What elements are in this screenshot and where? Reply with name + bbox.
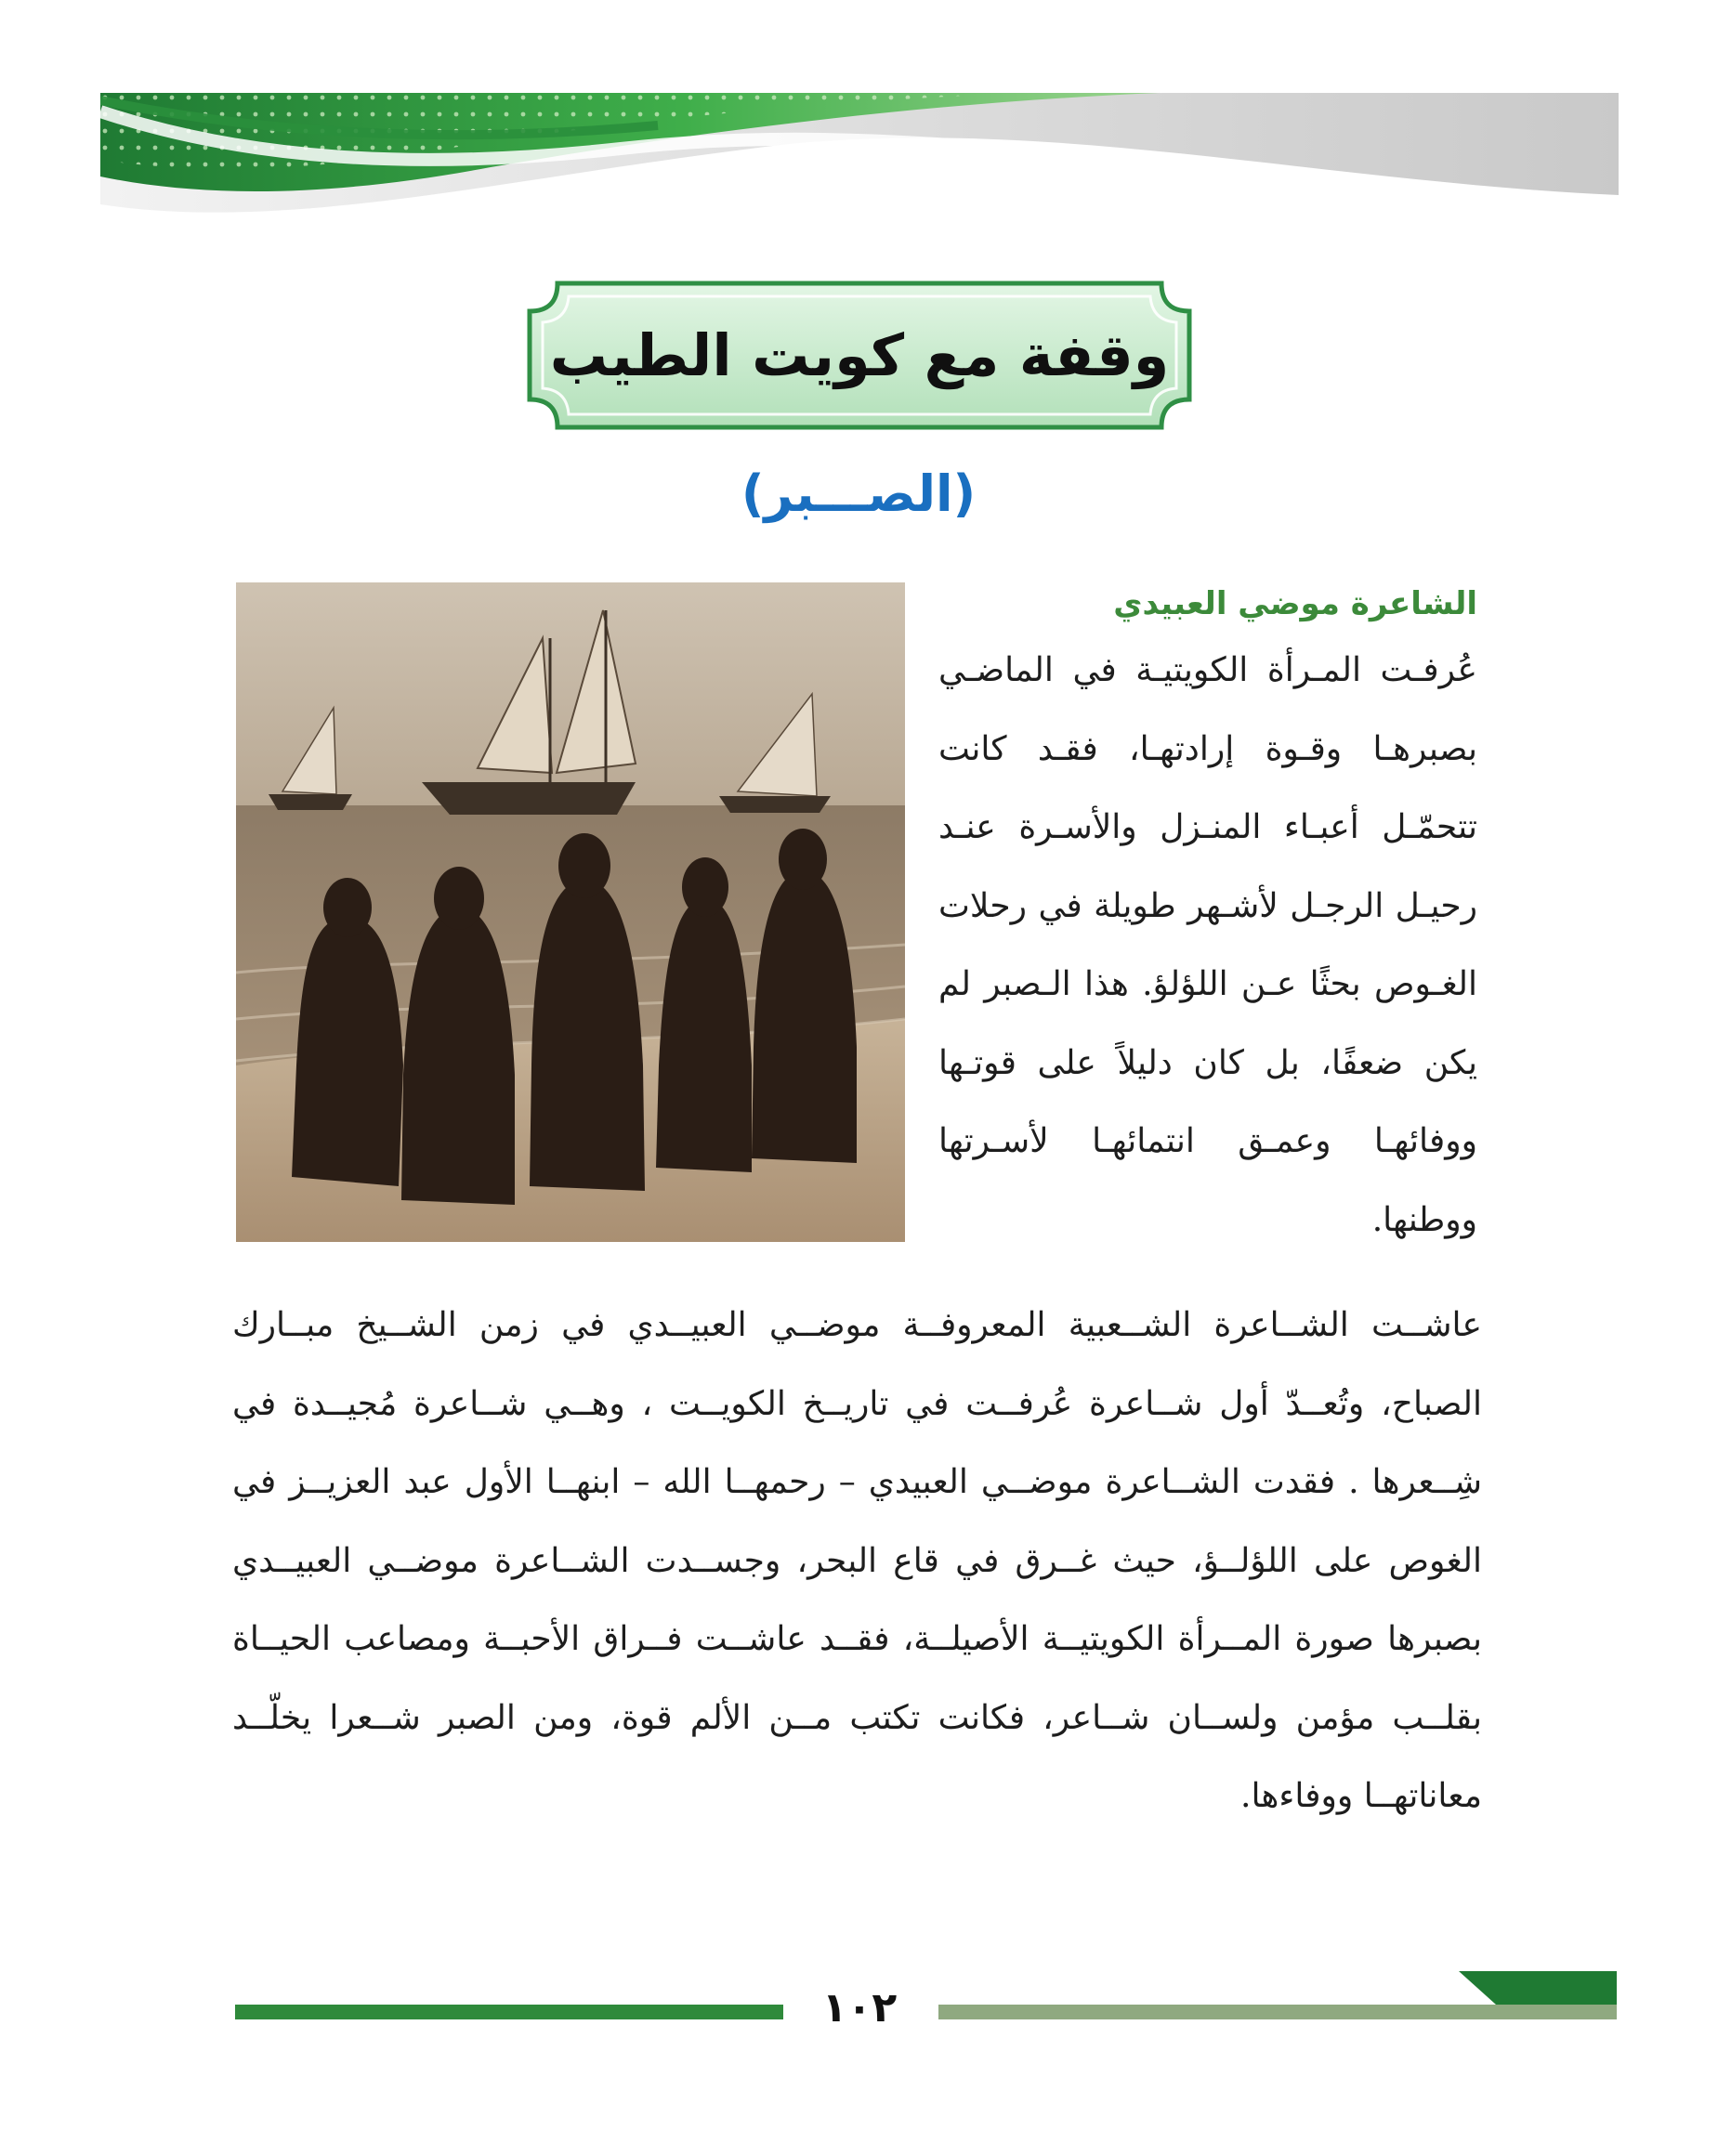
intro-section	[938, 576, 1477, 1245]
main-paragraph: عاشــت الشــاعرة الشــعبية المعروفــة موضــي العبيــدي في زمن الشــيخ مبــارك الصباح، وتُعــدّ أول شــاعرة عُرفــت في تاريــخ الكويــت ، وهــي شــاعرة مُجيــدة في شِــعرها . فقدت الشــاعرة موضــي العبيدي – رحمهــا الله – ابنهــا الأول عبد العزيــز في الغوص على اللؤلــؤ، حيث غــرق في قاع البحر، وجســدت الشــاعرة موضــي العبيــدي بصبرها صورة المــرأة الكويتيــة الأصيلــة، فقــد عاشــت فــراق الأحبــة ومصاعب الحيــاة بقلــب مؤمن ولســان شــاعر، فكانت تكتب مــن الألم قوة، ومن الصبر شــعرا يخلّــد معاناتهــا ووفاءها.	[232, 1306, 1482, 1815]
section-subtitle: (الصـــبر)	[741, 464, 977, 523]
title-frame	[520, 274, 1199, 437]
footer-bar-left	[235, 2005, 783, 2019]
header-wave-band	[100, 93, 1619, 232]
poet-name-heading: الشاعرة موضي العبيدي	[1113, 585, 1477, 622]
photo-women-shore-dhows	[236, 582, 905, 1242]
page-number: ١٠٢	[821, 1984, 898, 2032]
intro-paragraph: عُرفـت المـرأة الكويتيـة في الماضـي بصبرهـا وقـوة إرادتهـا، فقـد كانت تتحمّـل أعبـاء المنـزل والأسـرة عنـد رحيـل الرجـل لأشـهر طويلة في رحلات الغـوص بحثًا عـن اللؤلؤ. هذا الـصبر لم يكن ضعفًا، بل كان دليلاً على قوتـها ووفائهـا وعمـق انتمائهـا لأسـرتها ووطنها.	[938, 651, 1477, 1239]
footer-bar-right	[938, 1971, 1617, 2019]
page-title: وقفة مع كويت الطيب	[549, 321, 1170, 389]
